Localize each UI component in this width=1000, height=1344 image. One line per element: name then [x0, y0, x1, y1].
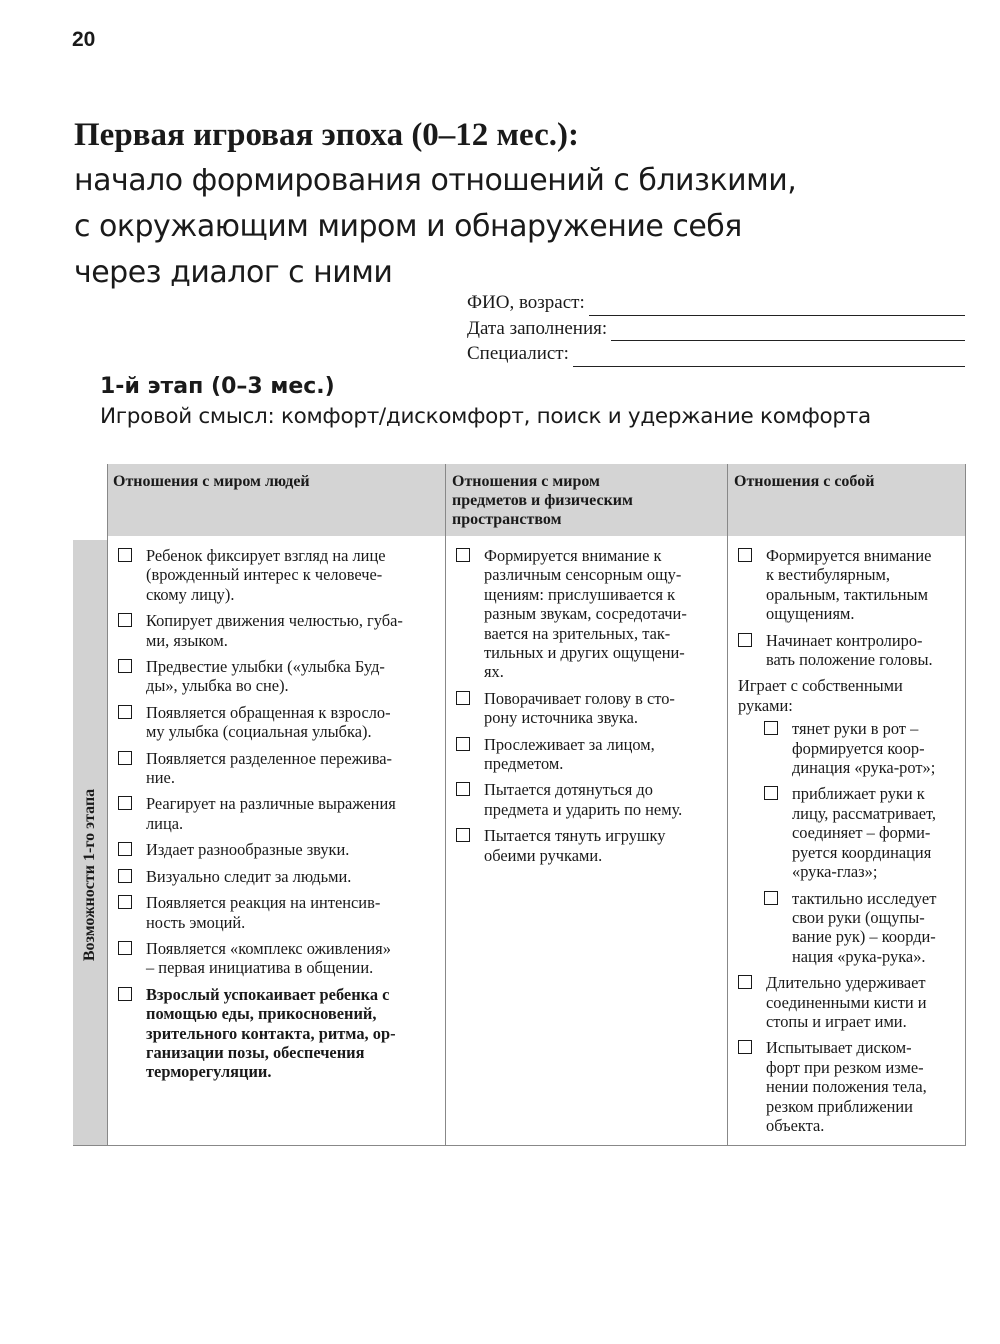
column-people	[108, 540, 445, 1146]
item-line: приближает руки к	[792, 784, 925, 804]
item-line: Предвестие улыбки («улыбка Буд-	[146, 657, 385, 677]
checklist-sub-item	[764, 889, 959, 967]
item-line: Издает разнообразные звуки.	[146, 840, 350, 860]
checkbox[interactable]	[764, 786, 778, 800]
checklist-item	[118, 893, 439, 932]
item-line: Пытается тянуть игрушку	[484, 826, 666, 846]
fill-date-row	[467, 316, 965, 342]
item-line: лицу, рассматривает,	[792, 803, 937, 823]
item-line: Визуально следит за людьми.	[146, 866, 352, 886]
header-self	[728, 464, 966, 536]
item-line: к вестибулярным,	[766, 565, 890, 585]
item-line: ние.	[146, 768, 175, 788]
plays-with-hands-label	[738, 676, 959, 715]
item-line: ность эмоций.	[146, 912, 246, 932]
item-line: тактильно исследует	[792, 888, 937, 908]
checkbox[interactable]	[118, 613, 132, 627]
item-line: тильных и других ощущени-	[484, 643, 685, 663]
checklist-item-bold	[118, 985, 439, 1082]
heading-title: Первая игровая эпоха (0–12 мес.):	[74, 117, 579, 153]
header-line: Отношения с собой	[734, 473, 875, 490]
checklist-item	[118, 546, 439, 604]
checklist-sub-item	[764, 784, 959, 881]
name-age-row	[467, 290, 965, 316]
item-line: различным сенсорным ощу-	[484, 565, 682, 585]
checklist-item	[118, 794, 439, 833]
stage-meaning: Игровой смысл: комфорт/дискомфорт, поиск и удержание комфорта	[100, 404, 871, 429]
header-line: предметов и физическим	[452, 492, 633, 509]
item-line: терморегуляции.	[146, 1062, 272, 1082]
checklist-sub-item	[764, 719, 959, 777]
item-line: свои руки (ощупы-	[792, 907, 925, 927]
item-line: Появляется разделенное пережива-	[146, 748, 392, 768]
item-line: динация «рука-рот»;	[792, 758, 936, 778]
item-line: тянет руки в рот –	[792, 719, 919, 739]
item-line: скому лицу).	[146, 584, 235, 604]
item-line: Длительно удерживает	[766, 973, 926, 993]
item-line: предметом.	[484, 754, 564, 774]
checklist-item	[738, 1038, 959, 1135]
item-line: ды», улыбка во сне).	[146, 676, 289, 696]
stage-section	[100, 372, 960, 432]
checkbox[interactable]	[118, 796, 132, 810]
checkbox[interactable]	[738, 1040, 752, 1054]
item-line: ощущениям.	[766, 604, 855, 624]
item-line: форт при резком изме-	[766, 1057, 924, 1077]
item-line: ганизации позы, обеспечения	[146, 1042, 365, 1062]
item-line: формируется коор-	[792, 738, 925, 758]
item-line: – первая инициатива в общении.	[146, 958, 374, 978]
specialist-row	[467, 341, 965, 367]
item-line: (врожденный интерес к человече-	[146, 565, 383, 585]
item-line: руется координация	[792, 842, 932, 862]
checklist-item	[738, 631, 959, 670]
checkbox[interactable]	[738, 633, 752, 647]
item-line: Реагирует на различные выражения	[146, 794, 396, 814]
item-line: соединяет – форми-	[792, 823, 931, 843]
item-line: Начинает контролиро-	[766, 630, 923, 650]
item-line: вать положение головы.	[766, 650, 933, 670]
checkbox[interactable]	[118, 659, 132, 673]
checkbox[interactable]	[738, 975, 752, 989]
heading	[74, 112, 954, 296]
checkbox[interactable]	[456, 737, 470, 751]
item-line: Появляется реакция на интенсив-	[146, 893, 381, 913]
fill-date-field[interactable]	[611, 322, 965, 341]
item-line: соединенными кисти и	[766, 992, 927, 1012]
checkbox[interactable]	[456, 782, 470, 796]
heading-subtitle-line: через диалог с ними	[74, 255, 393, 290]
item-line: нении положения тела,	[766, 1077, 927, 1097]
item-line: Взрослый успокаивает ребенка с	[146, 984, 390, 1004]
abilities-table	[73, 464, 966, 1146]
header-people	[107, 464, 445, 536]
item-line: предмета и ударить по нему.	[484, 799, 683, 819]
header-spacer	[73, 464, 107, 536]
item-line: руками:	[738, 695, 793, 715]
item-line: вание рук) – коорди-	[792, 927, 936, 947]
info-form	[467, 290, 965, 367]
heading-subtitle-line: начало формирования отношений с близкими,	[74, 163, 797, 198]
page-number: 20	[72, 28, 96, 51]
checkbox[interactable]	[456, 548, 470, 562]
column-self	[728, 540, 965, 1146]
item-line: зрительного контакта, ритма, ор-	[146, 1023, 396, 1043]
item-line: Играет с собственными	[738, 676, 903, 696]
side-label: Возможности 1-го этапа	[81, 788, 98, 962]
item-line: Формируется внимание	[766, 546, 932, 565]
item-line: Появляется «комплекс оживления»	[146, 938, 391, 958]
checklist-item	[118, 840, 439, 859]
checklist-item	[456, 546, 721, 682]
item-line: ях.	[484, 662, 504, 682]
item-line: объекта.	[766, 1115, 825, 1135]
item-line: оральным, тактильным	[766, 584, 928, 604]
item-line: лица.	[146, 813, 184, 833]
item-line: стопы и играет ими.	[766, 1011, 907, 1031]
checklist-item	[118, 939, 439, 978]
item-line: нация «рука-рука».	[792, 946, 926, 966]
checklist-item	[456, 689, 721, 728]
checklist-item	[118, 867, 439, 886]
checkbox[interactable]	[764, 721, 778, 735]
checklist-item	[118, 749, 439, 788]
item-line: Ребенок фиксирует взгляд на лице	[146, 546, 386, 565]
item-line: рону источника звука.	[484, 708, 639, 728]
stage-title: 1-й этап (0–3 мес.)	[100, 374, 335, 399]
checklist-item	[456, 826, 721, 865]
header-line: Отношения с миром людей	[113, 473, 310, 490]
header-line: Отношения с миром	[452, 473, 600, 490]
checkbox[interactable]	[118, 869, 132, 883]
item-line: му улыбка (социальная улыбка).	[146, 722, 372, 742]
item-line: вается на зрительных, так-	[484, 623, 671, 643]
checklist-item	[456, 780, 721, 819]
column-objects	[446, 540, 727, 1146]
item-line: Появляется обращенная к взросло-	[146, 702, 391, 722]
name-age-label: ФИО, возраст:	[467, 292, 585, 313]
item-line: щениям: прислушивается к	[484, 584, 676, 604]
header-line: пространством	[452, 511, 562, 528]
item-line: «рука-глаз»;	[792, 862, 878, 882]
column-divider	[965, 464, 966, 1146]
checkbox[interactable]	[738, 548, 752, 562]
checkbox[interactable]	[118, 895, 132, 909]
checkbox[interactable]	[118, 987, 132, 1001]
specialist-label: Специалист:	[467, 343, 569, 364]
item-line: Копирует движения челюстью, губа-	[146, 611, 403, 631]
checklist-item	[118, 657, 439, 696]
checkbox[interactable]	[456, 828, 470, 842]
item-line: Прослеживает за лицом,	[484, 734, 655, 754]
checklist-item	[738, 973, 959, 1031]
item-line: разным звукам, сосредотачи-	[484, 604, 687, 624]
checkbox[interactable]	[456, 691, 470, 705]
checkbox[interactable]	[118, 751, 132, 765]
item-line: Формируется внимание к	[484, 546, 662, 565]
heading-subtitle-line: с окружающим миром и обнаружение себя	[74, 209, 742, 244]
checklist-item	[456, 735, 721, 774]
checkbox[interactable]	[764, 891, 778, 905]
item-line: помощью еды, прикосновений,	[146, 1004, 377, 1024]
item-line: Испытывает диском-	[766, 1038, 912, 1058]
name-age-field[interactable]	[589, 297, 965, 316]
checklist-item	[118, 703, 439, 742]
item-line: обеими ручками.	[484, 845, 603, 865]
checklist-item	[118, 611, 439, 650]
side-band	[73, 540, 107, 1146]
item-line: Поворачивает голову в сто-	[484, 688, 675, 708]
checkbox[interactable]	[118, 705, 132, 719]
specialist-field[interactable]	[573, 348, 965, 367]
checkbox[interactable]	[118, 548, 132, 562]
item-line: Пытается дотянуться до	[484, 780, 653, 800]
item-line: ми, языком.	[146, 630, 228, 650]
checklist-item	[738, 546, 959, 624]
header-objects	[446, 464, 727, 536]
fill-date-label: Дата заполнения:	[467, 317, 608, 339]
checkbox[interactable]	[118, 842, 132, 856]
checkbox[interactable]	[118, 941, 132, 955]
item-line: резком приближении	[766, 1096, 913, 1116]
